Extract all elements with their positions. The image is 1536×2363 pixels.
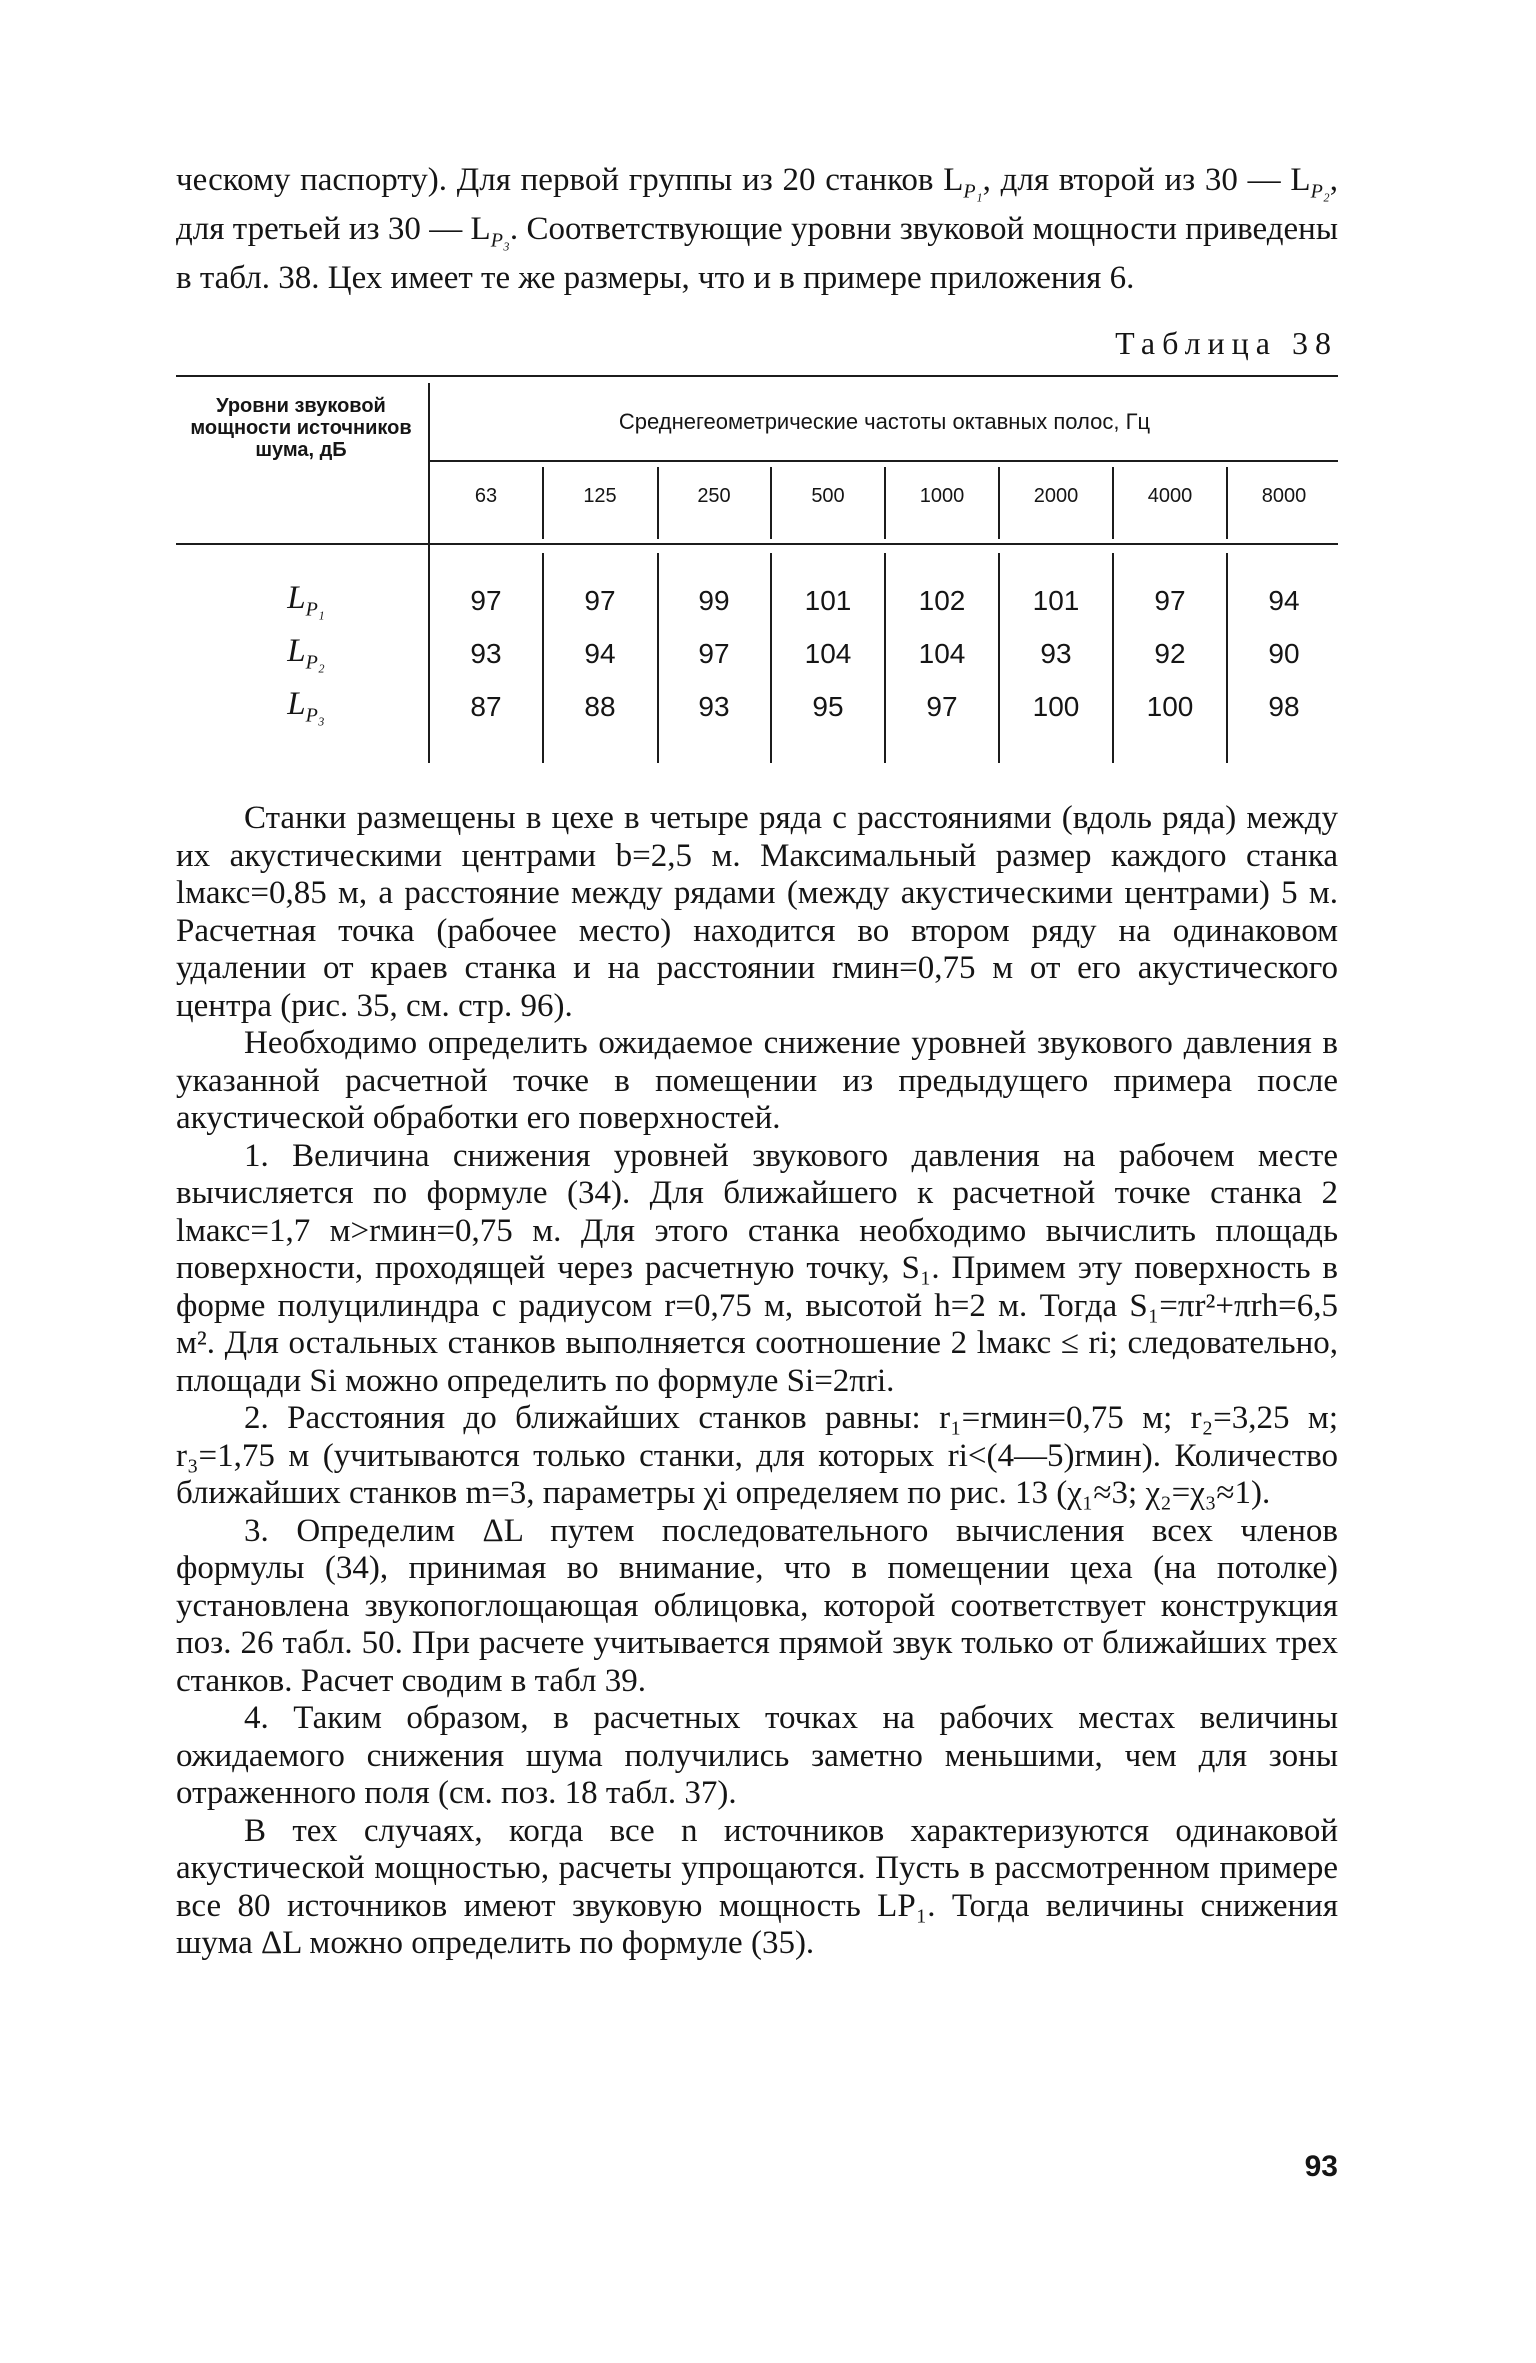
- table-cell: 93: [698, 691, 730, 722]
- table-cell: 90: [1268, 638, 1300, 669]
- table-cell: 98: [1268, 691, 1300, 722]
- table-header-bottom-rule: [176, 543, 1338, 545]
- intro-text: ческому паспорту). Для первой группы из 20 станков $L_{P_1}$, для второй из 30 — $L_{P_2}$, для третьей из 30 — $L_{P_3}$. Соответствующие уровни звуковой мощности приведены в табл. 38. Цех имеет те же размеры, что и в примере приложения 6.: [176, 162, 1338, 297]
- paragraph-task: Необходимо определить ожидаемое снижение уровней звукового давления в указанной расчетной точке в помещении из предыдущего примера после акустической обработки его поверхностей.: [176, 1025, 1338, 1136]
- table-cell: 101: [1032, 585, 1080, 616]
- body-text: [176, 800, 1338, 1963]
- page-number: 93: [1304, 2150, 1338, 2183]
- sound-power-table: [176, 375, 1338, 770]
- paragraph-equal-sources: В тех случаях, когда все n источников характеризуются одинаковой акустической мощностью, расчеты упрощаются. Пусть в рассмотренном примере все 80 источников имеют звуковую мощность LP₁. Тогда величины снижения шума ΔL можно определить по формуле (35).: [176, 1812, 1338, 1961]
- freq-header: 250: [697, 485, 731, 507]
- paragraph-layout: Станки размещены в цехе в четыре ряда с расстояниями (вдоль ряда) между их акустическими центрами b=2,5 м. Максимальный размер каждого станка lмакс=0,85 м, а расстояние между рядами (между акустическими центрами) 5 м. Расчетная точка (рабочее место) находится во втором ряду на одинаковом удалении от краев станка и на расстоянии rмин=0,75 м от его акустического центра (рис. 35, см. стр. 96).: [176, 800, 1338, 1024]
- row-label: $L_{P_2}$: [287, 633, 325, 674]
- row-label: $L_{P_3}$: [287, 686, 325, 727]
- frequency-span-header: Среднегеометрические частоты октавных полос, Гц: [618, 409, 1151, 434]
- freq-header: 8000: [1261, 485, 1307, 507]
- paragraph-step-2: 2. Расстояния до ближайших станков равны: r₁=rмин=0,75 м; r₂=3,25 м; r₃=1,75 м (учитываются только станки, для которых ri<(4—5)rмин). Количество ближайших станков m=3, параметры χi определяем по рис. 13 (χ₁≈3; χ₂=χ₃≈1).: [176, 1400, 1338, 1511]
- table-cell: 99: [698, 585, 730, 616]
- table-cell: 94: [584, 638, 616, 669]
- table-cell: 93: [470, 638, 502, 669]
- paragraph-step-1: 1. Величина снижения уровней звукового давления на рабочем месте вычисляется по формуле (34). Для ближайшего к расчетной точке станка 2 lмакс=1,7 м>rмин=0,75 м. Для этого станка необходимо вычислить площадь поверхности, проходящей через расчетную точку, S₁. Примем эту поверхность в форме полуцилиндра с радиусом r=0,75 м, высотой h=2 м. Тогда S₁=πr²+πrh=6,5 м². Для остальных станков выполняется соотношение 2 lмакс ≤ ri; следовательно, площади Si можно определить по формуле Si=2πri.: [176, 1137, 1338, 1399]
- table-cell: 88: [584, 691, 616, 722]
- row-label: $L_{P_1}$: [287, 580, 325, 621]
- table-cell: 97: [698, 638, 730, 669]
- table-cell: 95: [812, 691, 844, 722]
- table-cell: 101: [804, 585, 852, 616]
- paragraph-step-3: 3. Определим ΔL путем последовательного вычисления всех членов формулы (34), принимая во внимание, что в помещении цеха (на потолке) установлена звукопоглощающая облицовка, которой соответствует конструкция поз. 26 табл. 50. При расчете учитывается прямой звук только от ближайших трех станков. Расчет сводим в табл 39.: [176, 1512, 1338, 1699]
- table-caption: Таблица 38: [1115, 325, 1338, 361]
- table-header-mid-rule: [429, 460, 1338, 462]
- table-cell: 97: [584, 585, 616, 616]
- intro-paragraph: [176, 162, 1338, 298]
- table-cell: 100: [1146, 691, 1194, 722]
- paragraph-step-4: 4. Таким образом, в расчетных точках на рабочих местах величины ожидаемого снижения шума получились заметно меньшими, чем для зоны отраженного поля (см. поз. 18 табл. 37).: [176, 1700, 1338, 1811]
- table-cell: 97: [1154, 585, 1186, 616]
- table-cell: 97: [470, 585, 502, 616]
- table-cell: 93: [1040, 638, 1072, 669]
- table-cell: 97: [926, 691, 958, 722]
- table-cell: 102: [918, 585, 966, 616]
- stub-header: Уровни звуковой мощности источников шума, дБ: [190, 395, 412, 461]
- freq-header: 4000: [1147, 485, 1193, 507]
- table-cell: 104: [918, 638, 966, 669]
- table-cell: 92: [1154, 638, 1186, 669]
- table-top-rule: [176, 375, 1338, 377]
- table-cell: 94: [1268, 585, 1300, 616]
- table-cell: 87: [470, 691, 502, 722]
- freq-header: 2000: [1033, 485, 1079, 507]
- table-cell: 100: [1032, 691, 1080, 722]
- freq-header: 1000: [919, 485, 965, 507]
- freq-header: 63: [474, 485, 498, 507]
- freq-header: 500: [811, 485, 845, 507]
- table-cell: 104: [804, 638, 852, 669]
- freq-header: 125: [583, 485, 617, 507]
